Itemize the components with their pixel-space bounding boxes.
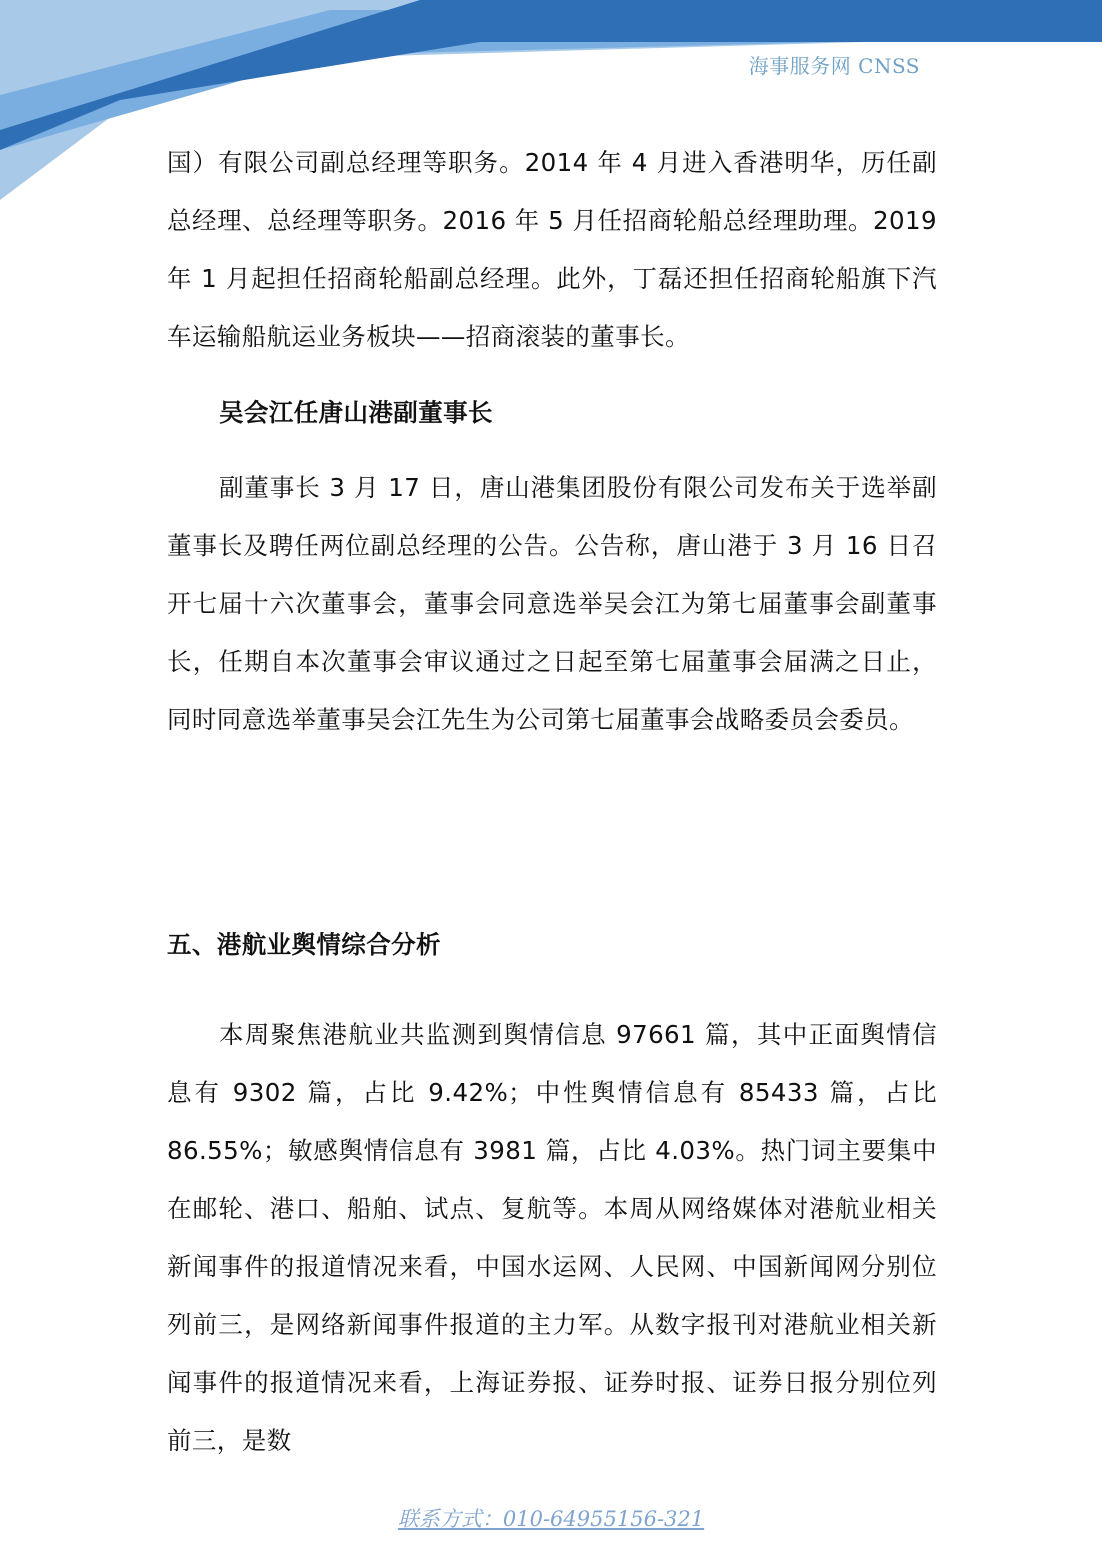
site-name: 海事服务网 CNSS (748, 54, 920, 78)
subheading-wu-huijiang: 吴会江任唐山港副董事长 (219, 398, 493, 427)
section-title-analysis: 五、港航业舆情综合分析 (167, 930, 441, 959)
paragraph-continuation: 国）有限公司副总经理等职务。2014 年 4 月进入香港明华，历任副总经理、总经理等职务。2016 年 5 月任招商轮船总经理助理。2019 年 1 月起担任招商轮船副总经理。此外，丁磊还担任招商轮船旗下汽车运输船航运业务板块——招商滚装的董事长。 (167, 148, 937, 351)
paragraph-tangshan-port: 副董事长 3 月 17 日，唐山港集团股份有限公司发布关于选举副董事长及聘任两位副总经理的公告。公告称，唐山港于 3 月 16 日召开七届十六次董事会，董事会同意选举吴会江为第七届董事会副董事长，任期自本次董事会审议通过之日起至第七届董事会届满之日止，同时同意选举董事吴会江先生为公司第七届董事会战略委员会委员。 (167, 473, 937, 734)
footer-contact: 联系方式：010-64955156-321 (397, 1507, 705, 1531)
paragraph-analysis: 本周聚焦港航业共监测到舆情信息 97661 篇，其中正面舆情信息有 9302 篇，占比 9.42%；中性舆情信息有 85433 篇，占比 86.55%；敏感舆情信息有 3981 篇，占比 4.03%。热门词主要集中在邮轮、港口、船舶、试点、复航等。本周从网络媒体对港航业相关新闻事件的报道情况来看，中国水运网、人民网、中国新闻网分别位列前三，是网络新闻事件报道的主力军。从数字报刊对港航业相关新闻事件的报道情况来看，上海证券报、证券时报、证券日报分别位列前三，是数 (167, 1020, 937, 1455)
